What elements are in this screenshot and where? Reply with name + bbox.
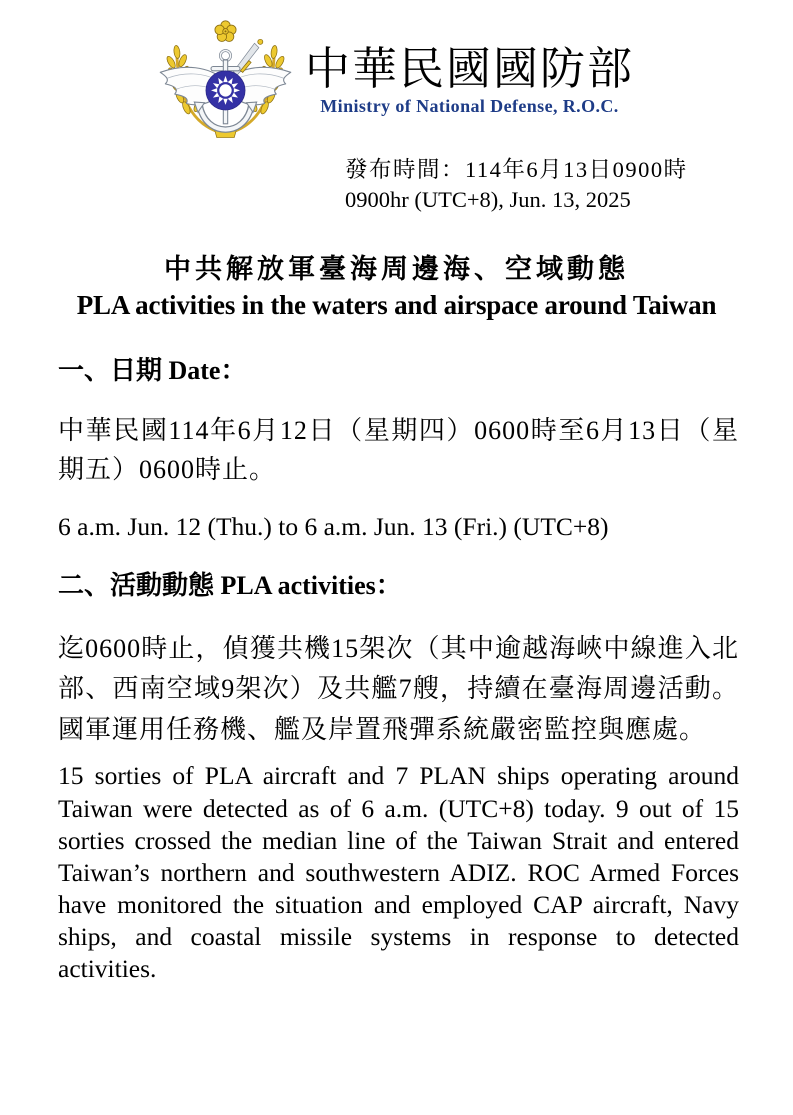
section-activities-body-zh: 迄0600時止，偵獲共機15架次（其中逾越海峽中線進入北部、西南空域9架次）及共艦7艘，持續在臺海周邊活動。國軍運用任務機、艦及岸置飛彈系統嚴密監控與應處。	[58, 633, 739, 744]
section-activities-body-en: 15 sorties of PLA aircraft and 7 PLAN ships operating around Taiwan were detected as of 6 a.m. (UTC+8) today. 9 out of 15 sorties crossed the median line of the Taiwan Strait and entered Taiwan’s northern and southwestern ADIZ. ROC Armed Forces have monitored the situation and employed CAP aircraft, Navy ships, and coastal missile systems in response to detected activities.	[58, 761, 739, 984]
sun-roundel	[206, 71, 245, 110]
section-date-body-en: 6 a.m. Jun. 12 (Thu.) to 6 a.m. Jun. 13 (Fri.) (UTC+8)	[58, 512, 609, 542]
org-name-zh: 中華民國國防部	[304, 43, 634, 94]
release-time-en: 0900hr (UTC+8), Jun. 13, 2025	[345, 186, 631, 212]
release-time-zh: 發布時間：114年6月13日0900時	[345, 157, 688, 182]
section-date-body-zh: 中華民國114年6月12日（星期四）0600時至6月13日（星期五）0600時止。	[58, 416, 739, 485]
section-date-heading: 一、日期 Date：	[58, 355, 247, 385]
section-activities-heading: 二、活動動態 PLA activities：	[58, 571, 402, 601]
document-title-zh: 中共解放軍臺海周邊海、空域動態	[164, 253, 629, 284]
masthead	[0, 0, 793, 142]
document-title	[0, 253, 793, 322]
release-time-block	[345, 155, 793, 215]
mnd-emblem-icon	[153, 20, 298, 142]
document-title-en: PLA activities in the waters and airspace around Taiwan	[76, 290, 717, 321]
plum-blossom	[215, 21, 236, 42]
document-body	[58, 355, 739, 986]
org-name-block	[305, 45, 634, 118]
org-name-en: Ministry of National Defense, R.O.C.	[320, 96, 619, 117]
